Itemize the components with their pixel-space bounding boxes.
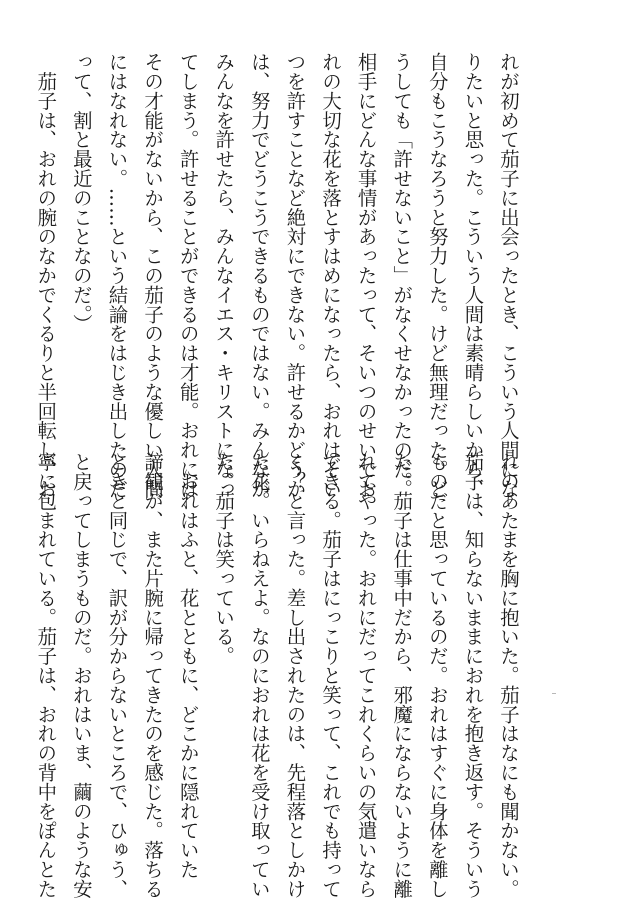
scan-speck — [552, 693, 556, 694]
text-line: 自分もこうなろうと努力した。けど無理だった。ど — [425, 52, 449, 499]
text-line: と戻ってしまうものだ。おれはいま、繭のような安 — [69, 452, 93, 899]
text-line: れてやった。おれにだってこれくらいの気遣いなら — [354, 452, 378, 899]
text-line: つを許すことなど絶対にできない。許せるかどうか — [283, 52, 307, 499]
upper-text-block — [34, 52, 526, 499]
text-line: 茄子は、知らないままにおれを抱き返す。そういう — [461, 452, 485, 899]
text-line: れが初めて茄子に出会ったとき、こういう人間にな — [497, 52, 520, 499]
text-line: た。茄子は仕事中だから、邪魔にならないように離 — [390, 452, 414, 899]
text-line: 寧に包まれている。茄子は、おれの背中をぽんとた — [34, 452, 58, 899]
lower-text-block — [34, 452, 526, 899]
text-line: できる。茄子はにっこりと笑って、これでも持って — [319, 452, 343, 899]
text-line: って、割と最近のことなのだ。） — [69, 52, 93, 334]
text-line: みんなを許せたら、みんなイエス・キリストになっ — [212, 52, 236, 499]
text-line: は、努力でどうこうできるものではない。みんなが — [247, 52, 271, 499]
text-line: た花。いらねえよ。なのにおれは花を受け取ってい — [247, 452, 271, 899]
text-line: りたいと思った。こういう人間は素晴らしいから、 — [461, 52, 485, 499]
text-line: れのあたまを胸に抱いた。茄子はなにも聞かない。 — [497, 452, 520, 899]
text-line: にはなれない。……という結論をはじき出したのだ — [105, 52, 129, 499]
text-line: ときと同じで、訳が分からないところで、ひゅう、 — [105, 452, 129, 899]
text-line: く？と言った。差し出されたのは、先程落としかけ — [283, 452, 307, 899]
text-line: うしても「許せないこと」がなくせなかったのだ。 — [390, 52, 414, 499]
text-line: てしまう。許せることができるのは才能。おれには — [176, 52, 200, 499]
text-line: おれはふと、花とともに、どこかに隠れていた — [176, 452, 200, 879]
text-line: ものだと思っているのだ。おれはすぐに身体を離し — [425, 452, 449, 899]
text-line: 相手にどんな事情があったって、そいつのせいでお — [354, 52, 378, 499]
text-line: れの大切な花を落とすはめになったら、おれはそい — [319, 52, 343, 499]
text-line: 茄子は、おれの腕のなかでくるりと半回転し、お — [34, 52, 58, 499]
text-line: た。茄子は笑っている。 — [212, 452, 236, 666]
text-line: 諦観が、また片腕に帰ってきたのを感じた。落ちる — [141, 452, 165, 899]
text-line: その才能がないから、この茄子のような優しい人間 — [141, 52, 165, 499]
